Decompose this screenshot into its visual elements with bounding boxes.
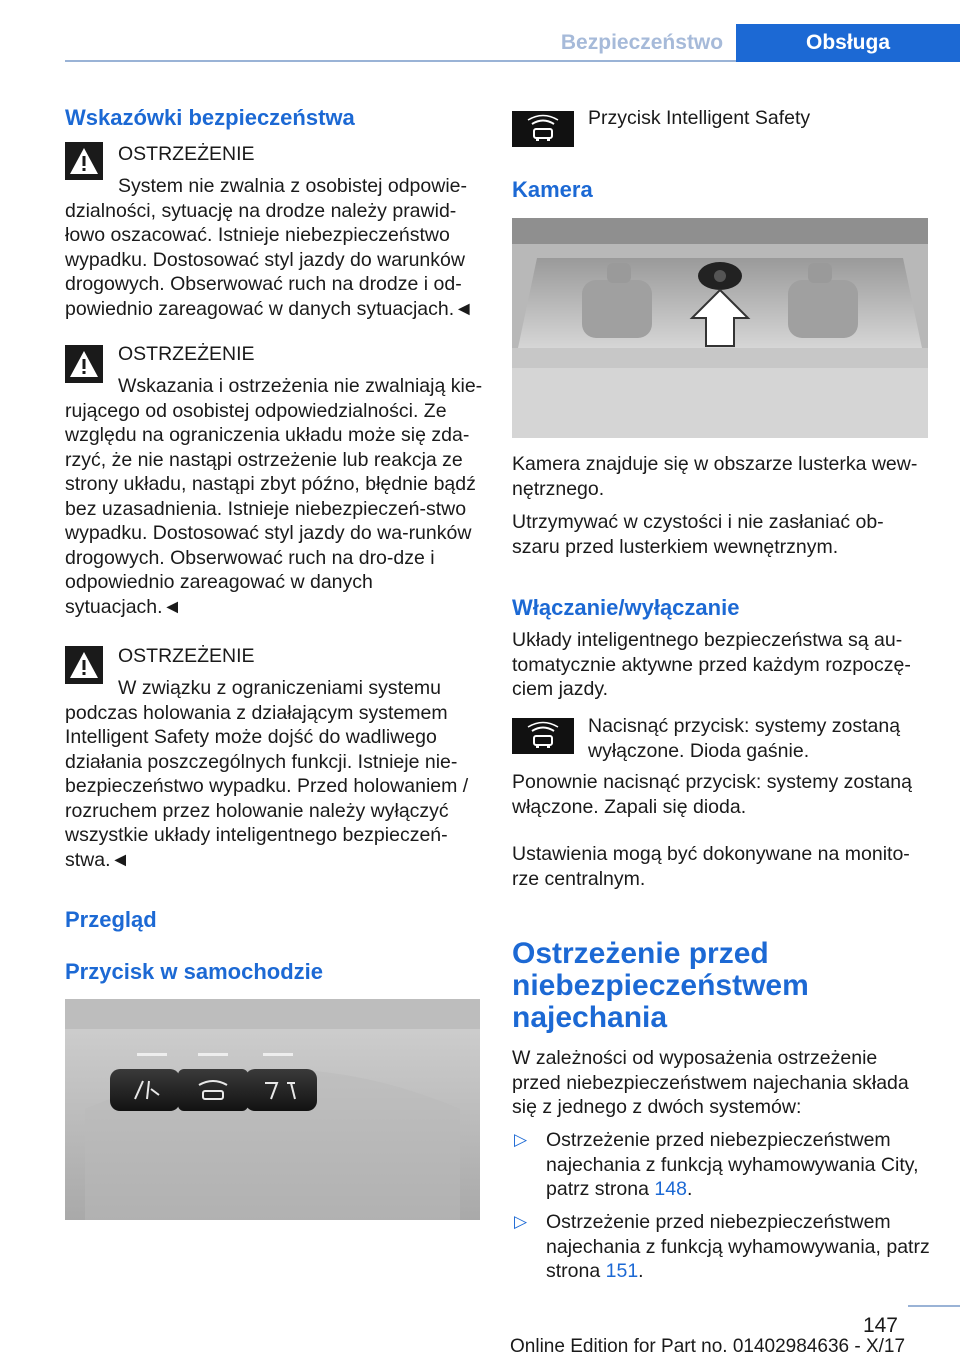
list-item-text: Ostrzeżenie przed niebezpieczeństwem najechania z funkcją wyhamowywania City, patrz strona (546, 1129, 919, 1200)
edition-footer: Online Edition for Part no. 01402984636 - X/17 (510, 1336, 906, 1357)
warning-text: W związku z ograniczeniami systemu podczas holowania z działającym systemem Intelligent Safety może dojść do wadliwego działania poszczególnych funkcji. Istnieje nie-bezpieczeństwo wypadku. Przed holowaniem / rozruchem przez holowanie należy wyłączyć wszystkie układy inteligentnego bezpieczeń-stwa.◄ (65, 677, 469, 871)
collision-warning-heading: Ostrzeżenie przed niebezpieczeństwem najechania (512, 937, 809, 1034)
active-tab[interactable]: Obsługa (736, 24, 960, 62)
onoff-text: Układy inteligentnego bezpieczeństwa są au-tomatycznie aktywne przed każdym rozpoczę-ciem jazdy. (512, 629, 911, 700)
camera-photo (512, 218, 928, 438)
warning-text: Wskazania i ostrzeżenia nie zwalniają kie-rującego od osobistej odpowiedzialności. Ze względu na ograniczenia układu może się zda-rzyć, że nie nastąpi ostrzeżenie lub reakcja ze strony układu, nastąpi zbyt późno, błędnie bądź bez uzasadnienia. Istnieje niebezpieczeń-stwo wypadku. Dostosować styl jazdy do wa-runków drogowych. Obserwować ruch na dro-dze i odpowiednio zareagować w danych sytuacjach.◄ (65, 375, 483, 618)
camera-heading: Kamera (512, 177, 593, 202)
list-item (546, 1128, 930, 1202)
camera-location-text: Kamera znajduje się w obszarze lusterka wew-nętrznego. (512, 453, 918, 500)
warning-label: OSTRZEŻENIE (118, 645, 255, 667)
warning-label: OSTRZEŻENIE (118, 143, 255, 165)
safety-button-label: Przycisk Intelligent Safety (588, 107, 811, 129)
page-link[interactable]: 151 (605, 1260, 639, 1282)
collision-warning-text: W zależności od wyposażenia ostrzeżenie przed niebezpieczeństwem najechania składa się z jednego z dwóch systemów: (512, 1047, 909, 1118)
bullet-triangle-icon: ▷ (514, 1130, 528, 1149)
safety-notes-heading: Wskazówki bezpieczeństwa (65, 105, 355, 130)
list-item-end: . (638, 1260, 644, 1282)
section-tab[interactable]: Bezpieczeństwo (560, 31, 724, 54)
camera-care-text: Utrzymywać w czystości i nie zasłaniać ob-szaru przed lusterkiem wewnętrznym. (512, 511, 884, 558)
onoff-heading: Włączanie/wyłączanie (512, 595, 740, 620)
list-item-text: Ostrzeżenie przed niebezpieczeństwem najechania z funkcją wyhamowywania, patrz strona (546, 1211, 930, 1282)
list-item-end: . (686, 1178, 693, 1200)
warning-text: System nie zwalnia z osobistej odpowie-dzialności, sytuację na drodze należy prawid-łowo oszacować. Istnieje niebezpieczeństwo wypadku. Dostosować styl jazdy do warunków drogowych. Obserwować ruch na drodze i od-powiednio zareagować w danych sytuacjach.◄ (65, 175, 474, 320)
overview-heading: Przegląd (65, 907, 157, 932)
button-panel-photo (65, 999, 480, 1220)
bullet-triangle-icon: ▷ (514, 1212, 528, 1231)
intelligent-safety-button-icon (512, 718, 574, 754)
press-text: Nacisnąć przycisk: systemy zostaną wyłączone. Dioda gaśnie. (588, 715, 901, 762)
settings-text: Ustawienia mogą być dokonywane na monito-rze centralnym. (512, 843, 910, 890)
intelligent-safety-button-icon (512, 111, 574, 147)
page-link[interactable]: 148 (654, 1178, 687, 1200)
warning-label: OSTRZEŻENIE (118, 343, 255, 365)
car-button-heading: Przycisk w samochodzie (65, 959, 323, 984)
press-again-text: Ponownie nacisnąć przycisk: systemy zostaną włączone. Zapali się dioda. (512, 771, 912, 818)
list-item (546, 1210, 930, 1284)
footer-rule (908, 1305, 960, 1307)
page-number: 147 (862, 1314, 898, 1337)
